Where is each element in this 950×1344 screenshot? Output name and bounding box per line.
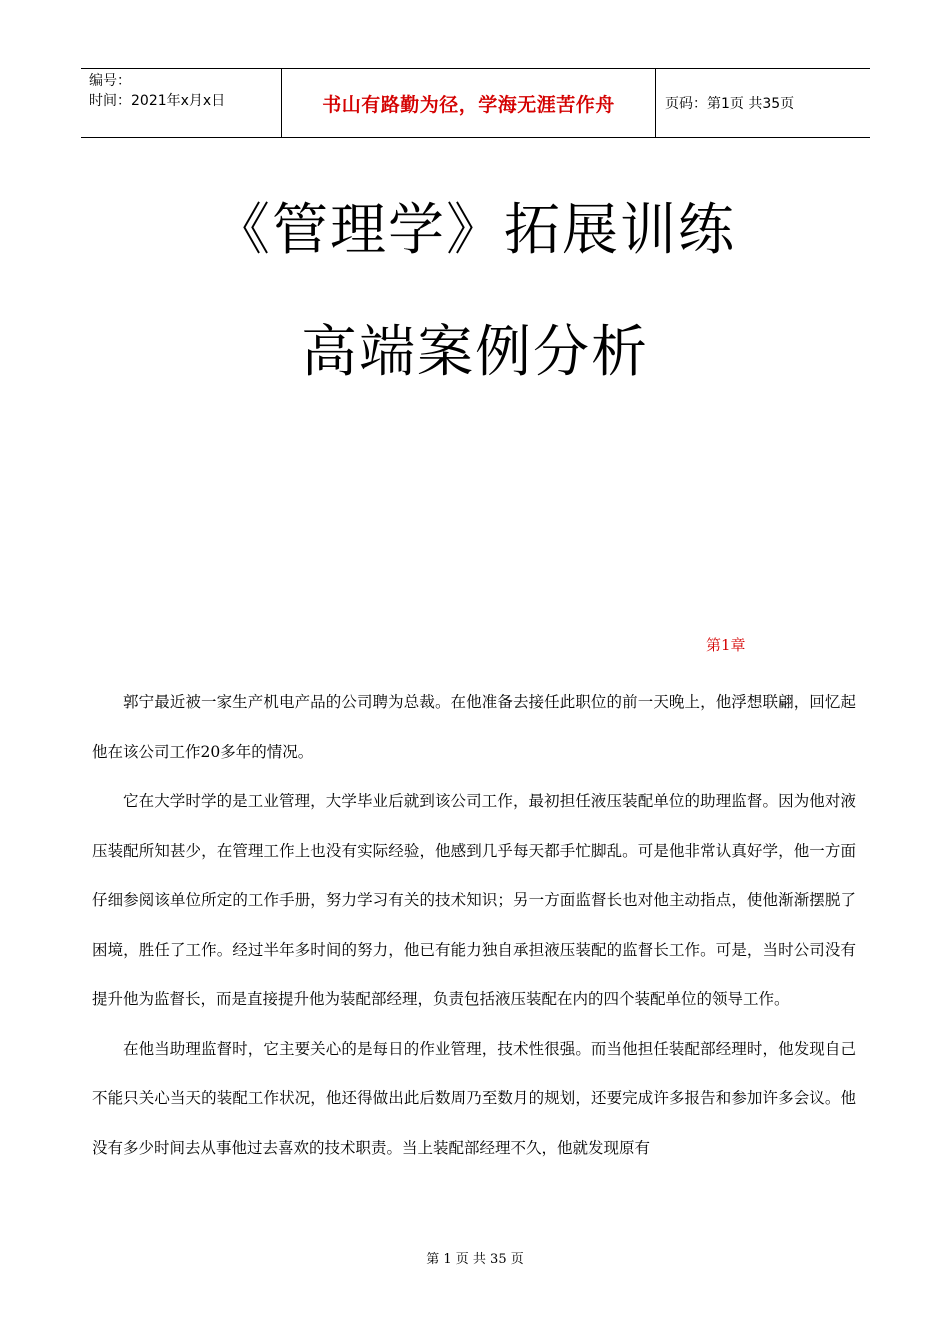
chapter-heading: 第1章 (706, 636, 746, 654)
header-page-info: 页码：第1页 共35页 (665, 96, 795, 112)
page-footer: 第 1 页 共 35 页 (426, 1252, 524, 1267)
document-title-line-2: 高端案例分析 (301, 320, 649, 385)
paragraph: 它在大学时学的是工业管理，大学毕业后就到该公司工作，最初担任液压装配单位的助理监督。因为他对液压装配所知甚少，在管理工作上也没有实际经验，他感到几乎每天都手忙脚乱。可是他非常认真好学，他一方面仔细参阅该单位所定的工作手册，努力学习有关的技术知识；另一方面监督长也对他主动指点，使他渐渐摆脱了困境，胜任了工作。经过半年多时间的努力，他已有能力独自承担液压装配的监督长工作。可是，当时公司没有提升他为监督长，而是直接提升他为装配部经理，负责包括液压装配在内的四个装配单位的领导工作。 (92, 792, 856, 1008)
document-number-label: 编号： (89, 73, 131, 89)
document-header (81, 68, 870, 138)
paragraph: 在他当助理监督时，它主要关心的是每日的作业管理，技术性很强。而当他担任装配部经理时，他发现自己不能只关心当天的装配工作状况，他还得做出此后数周乃至数月的规划，还要完成许多报告和参加许多会议。他没有多少时间去从事他过去喜欢的技术职责。当上装配部经理不久，他就发现原有 (92, 1039, 856, 1157)
header-motto: 书山有路勤为径，学海无涯苦作舟 (281, 69, 656, 137)
paragraph: 郭宁最近被一家生产机电产品的公司聘为总裁。在他准备去接任此职位的前一天晚上，他浮想联翩，回忆起他在该公司工作20多年的情况。 (92, 693, 856, 761)
document-title-line-1: 《管理学》拓展训练 (214, 198, 736, 263)
body-text (92, 678, 856, 1173)
header-meta (81, 69, 281, 137)
document-date-label: 时间：2021年x月x日 (89, 93, 226, 109)
